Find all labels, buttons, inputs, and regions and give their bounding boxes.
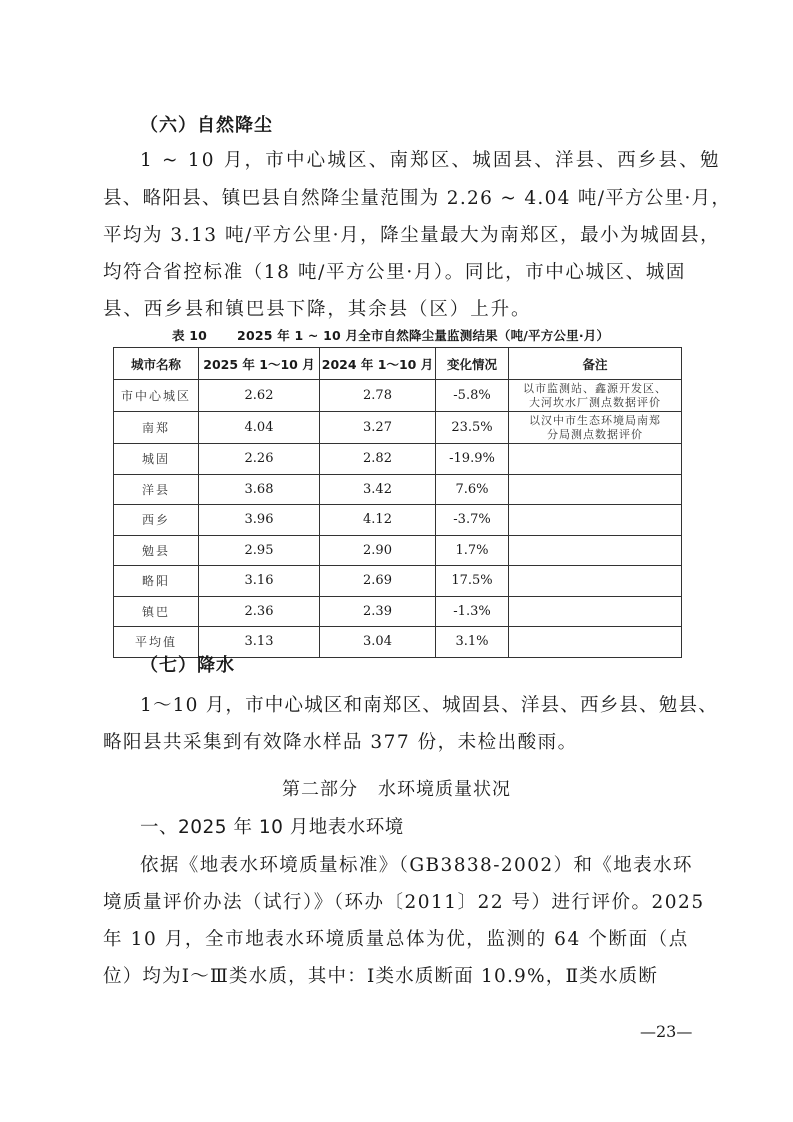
part-2-title (0, 775, 793, 801)
cell-2024: 4.12 (320, 505, 436, 536)
table-row (114, 380, 682, 412)
table-caption (172, 326, 609, 344)
table-row (114, 627, 682, 658)
paragraph-line: 均符合省控标准（18 吨/平方公里·月）。同比，市中心城区、城固 (103, 262, 686, 283)
paragraph-line: 境质量评价办法（试行）》（环办〔2011〕22 号）进行评价。2025 (103, 892, 705, 913)
cell-2025: 2.95 (199, 535, 320, 566)
paragraph-line: 平均为 3.13 吨/平方公里·月，降尘量最大为南郑区，最小为城固县， (103, 225, 721, 246)
cell-2025: 2.62 (199, 380, 320, 412)
page-number: —23— (640, 1022, 693, 1041)
header-2025: 2025 年 1～10 月 (199, 348, 320, 380)
cell-note (509, 505, 682, 536)
cell-city: 西乡 (114, 505, 199, 536)
cell-note (509, 474, 682, 505)
cell-note (509, 627, 682, 658)
header-change: 变化情况 (436, 348, 509, 380)
cell-2025: 3.13 (199, 627, 320, 658)
cell-change: -19.9% (436, 444, 509, 475)
table-row (114, 535, 682, 566)
table-row (114, 474, 682, 505)
note-line: 分局测点数据评价 (547, 427, 643, 441)
cell-2025: 2.26 (199, 444, 320, 475)
header-note: 备注 (509, 348, 682, 380)
paragraph-line: 位）均为Ⅰ～Ⅲ类水质，其中：Ⅰ类水质断面 10.9%，Ⅱ类水质断 (103, 966, 659, 987)
cell-change: 23.5% (436, 412, 509, 444)
cell-note (509, 380, 682, 412)
cell-note (509, 596, 682, 627)
cell-2024: 2.82 (320, 444, 436, 475)
cell-city: 南郑 (114, 412, 199, 444)
section-6-heading: （六）自然降尘 (140, 115, 273, 136)
part-2-label: 第二部分 (282, 779, 358, 800)
paragraph-line: 略阳县共采集到有效降水样品 377 份，未检出酸雨。 (103, 732, 578, 753)
cell-city: 平均值 (114, 627, 199, 658)
cell-change: 17.5% (436, 566, 509, 597)
cell-city: 略阳 (114, 566, 199, 597)
cell-note (509, 444, 682, 475)
cell-city: 洋县 (114, 474, 199, 505)
table-header-row (114, 348, 682, 380)
table-row (114, 412, 682, 444)
section-7-heading: （七）降水 (140, 655, 235, 676)
cell-2025: 2.36 (199, 596, 320, 627)
cell-2024: 2.39 (320, 596, 436, 627)
cell-city: 市中心城区 (114, 380, 199, 412)
table-number: 表 10 (172, 328, 208, 343)
cell-2024: 2.69 (320, 566, 436, 597)
paragraph-line: 依据《地表水环境质量标准》（GB3838-2002）和《地表水环 (140, 855, 693, 876)
header-city: 城市名称 (114, 348, 199, 380)
dustfall-table (113, 347, 682, 658)
table-row (114, 566, 682, 597)
paragraph-line: 1 ~ 10 月，市中心城区、南郑区、城固县、洋县、西乡县、勉 (140, 150, 721, 171)
note-line: 以汉中市生态环境局南郑 (529, 413, 661, 427)
part-2-name: 水环境质量状况 (378, 779, 511, 800)
table-row (114, 444, 682, 475)
cell-2025: 3.96 (199, 505, 320, 536)
cell-city: 勉县 (114, 535, 199, 566)
cell-2025: 4.04 (199, 412, 320, 444)
cell-2024: 2.90 (320, 535, 436, 566)
table-row (114, 596, 682, 627)
part-2-subheading: 一、2025 年 10 月地表水环境 (140, 817, 404, 838)
cell-change: 1.7% (436, 535, 509, 566)
cell-change: 3.1% (436, 627, 509, 658)
paragraph-line: 年 10 月，全市地表水环境质量总体为优，监测的 64 个断面（点 (103, 929, 689, 950)
cell-2024: 3.27 (320, 412, 436, 444)
paragraph-line: 县、西乡县和镇巴县下降，其余县（区）上升。 (103, 299, 532, 320)
cell-change: 7.6% (436, 474, 509, 505)
paragraph-line: 1～10 月，市中心城区和南郑区、城固县、洋县、西乡县、勉县、 (140, 695, 718, 716)
cell-2024: 3.04 (320, 627, 436, 658)
cell-note (509, 412, 682, 444)
cell-note (509, 535, 682, 566)
paragraph-line: 县、略阳县、镇巴县自然降尘量范围为 2.26 ~ 4.04 吨/平方公里·月， (103, 188, 732, 209)
cell-2024: 3.42 (320, 474, 436, 505)
table-title: 2025 年 1 ~ 10 月全市自然降尘量监测结果（吨/平方公里·月） (237, 328, 610, 343)
cell-2024: 2.78 (320, 380, 436, 412)
cell-note (509, 566, 682, 597)
header-2024: 2024 年 1～10 月 (320, 348, 436, 380)
cell-change: -1.3% (436, 596, 509, 627)
cell-change: -5.8% (436, 380, 509, 412)
cell-2025: 3.68 (199, 474, 320, 505)
cell-2025: 3.16 (199, 566, 320, 597)
cell-city: 镇巴 (114, 596, 199, 627)
table-row (114, 505, 682, 536)
cell-change: -3.7% (436, 505, 509, 536)
note-line: 以市监测站、鑫源开发区、 (523, 381, 667, 395)
note-line: 大河坎水厂测点数据评价 (529, 395, 661, 409)
cell-city: 城固 (114, 444, 199, 475)
